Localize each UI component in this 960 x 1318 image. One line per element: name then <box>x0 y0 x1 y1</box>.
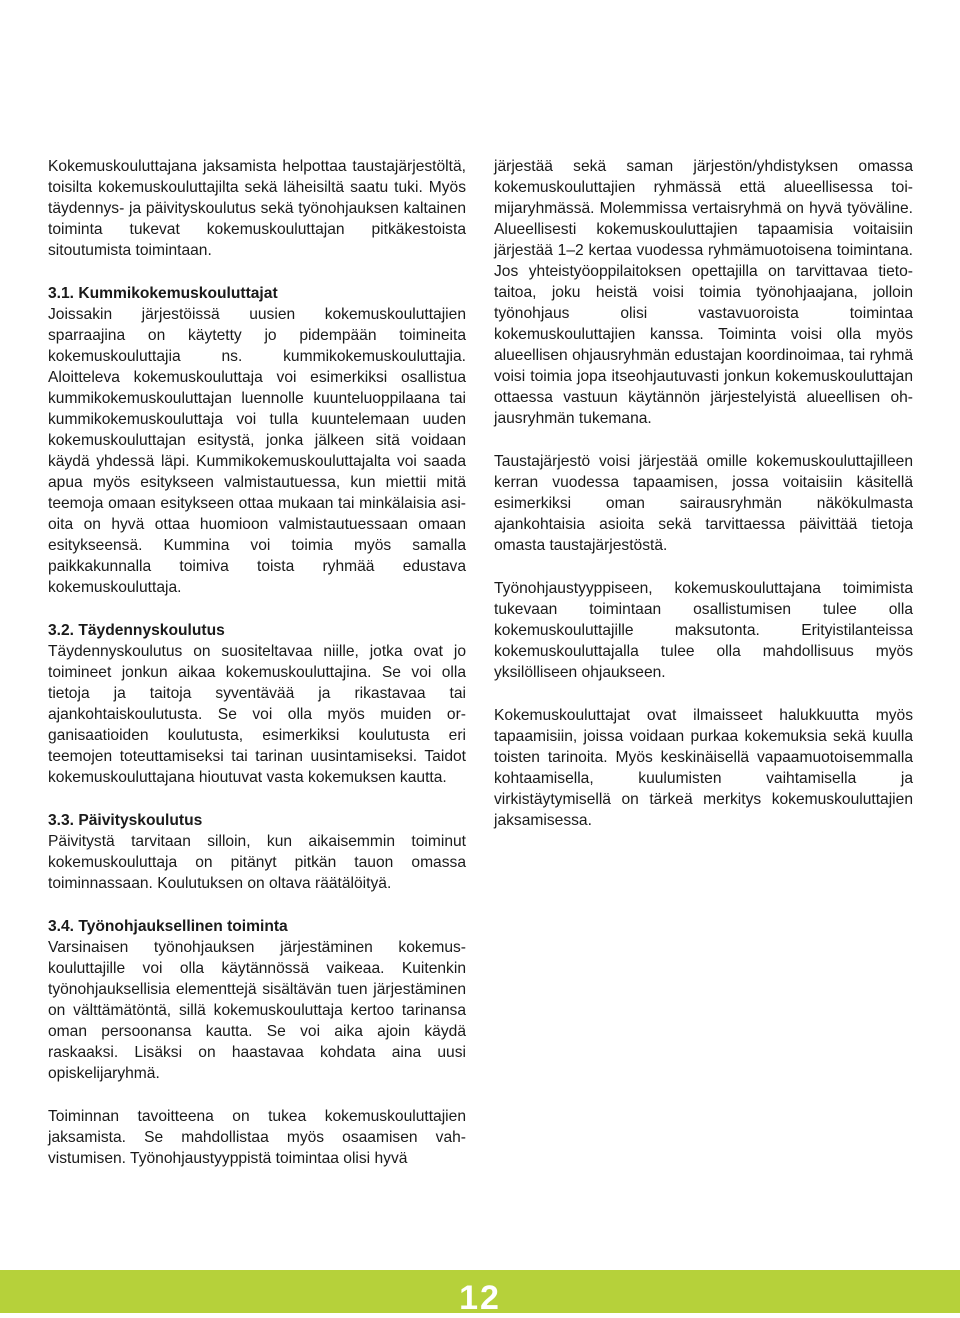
closing-paragraph: Toiminnan tavoitteena on tukea kokemuskouluttajien jaksamista. Se mahdollistaa myös osaamisen vahvistumisen. Työnohjaustyyppistä toimintaa olisi hyvä <box>48 1108 466 1167</box>
section-3-2-body: Täydennyskoulutus on suositeltavaa niille, jotka ovat jo toimineet jonkun aikaa kokemuskouluttajina. Se voi olla tietoja ja taitoja syventävää ja rikastavaa tai ajankohtaiskoulutusta. Se voi olla myös muiden organisaatioiden koulutusta, esimerkiksi koulutusta eri teemojen toteuttamiseksi tai tarinan uusintamiseksi. Taidot kokemuskouluttajana hioutuvat vasta kokemuksen kautta. <box>48 643 466 786</box>
section-3-4 <box>48 916 466 1084</box>
intro-paragraph: Kokemuskouluttajana jaksamista helpottaa taustajärjestöltä, toisilta kokemuskouluttajilta sekä läheisiltä saatu tuki. Myös täydennys- ja päivityskoulutus sekä työnohjauksen kaltainen toiminta tukevat kokemuskouluttajan pitkäkestoista sitoutumista toimintaan. <box>48 158 466 259</box>
section-3-1-heading: 3.1. Kummikokemuskouluttajat <box>48 285 278 302</box>
right-column <box>494 156 913 853</box>
section-3-2 <box>48 620 466 788</box>
section-3-1-body: Joissakin järjestöissä uusien kokemuskouluttajien sparraajina on käytetty jo pidempään toimineita kokemuskouluttajia ns. kummikokemuskouluttajia. Aloitteleva kokemuskouluttaja voi esimerkiksi osallistua kummikokemuskouluttajan luennolle kuunteluoppilaana tai kummikokemuskouluttaja voi tulla kuuntelemaan uuden kokemuskouluttajan esitystä, jonka jälkeen sitä voidaan käydä yhdessä läpi. Kummikokemuskouluttajalta voi saada apua myös esitykseen valmistautuessa, kun miettii mitä teemoja omaan esitykseen ottaa mukaan tai minkälaisia asioita on hyvä ottaa huomioon valmistautuessaan omaan esitykseensä. Kummina voi toimia myös samalla paikkakunnalla toimiva toista ryhmää edustava kokemuskouluttaja. <box>48 306 466 596</box>
section-3-1 <box>48 283 466 598</box>
section-3-3-body: Päivitystä tarvitaan silloin, kun aikaisemmin toiminut kokemuskouluttaja on pitänyt pitkän tauon omassa toiminnassaan. Koulutuksen on oltava räätälöityä. <box>48 833 466 892</box>
intro-block <box>48 156 466 261</box>
section-3-3-heading: 3.3. Päivityskoulutus <box>48 812 203 829</box>
left-column <box>48 156 466 1191</box>
footer-bar <box>0 1270 960 1317</box>
page-number: 12 <box>459 1279 501 1317</box>
section-3-4-heading: 3.4. Työnohjauksellinen toiminta <box>48 918 288 935</box>
right-paragraph-block <box>494 705 913 831</box>
right-paragraph-block <box>494 451 913 556</box>
right-paragraph: Taustajärjestö voisi järjestää omille kokemuskouluttajilleen kerran vuodessa tapaamisen, jossa voitaisiin käsitellä esimerkiksi oman sairausryhmän näkökulmasta ajankohtaisia asioita sekä tarvittaessa päivittää tietoja omasta taustajärjestöstä. <box>494 453 913 554</box>
right-paragraph: järjestää sekä saman järjestön/yhdistyksen omassa kokemuskouluttajien ryhmässä että alueellisessa toimijaryhmässä. Molemmissa vertaisryhmä on hyvä työväline. Alueellisesti kokemuskouluttajien tapaamisia voitaisiin järjestää 1–2 kertaa vuodessa ryhmämuotoisena toimintana. Jos yhteistyöoppilaitoksen opettajilla on tarvittavaa tieto-taitoa, joku heistä voisi toimia työnohjaajana, jolloin työnohjaus olisi vastavuoroista toimintaa kokemuskouluttajien kanssa. Toiminta voisi olla myös alueellisen ohjausryhmän edustajan koordinoimaa, tai ryhmä voisi toimia jopa itseohjautuvasti jonkun kokemuskouluttajan ottaessa vastuun käytännön järjestelyistä alueellisen ohjausryhmän tukemana. <box>494 158 913 427</box>
right-paragraph: Työnohjaustyyppiseen, kokemuskouluttajana toimimista tukevaan toimintaan osallistumisen tulee olla kokemuskouluttajille maksutonta. Erityistilanteissa kokemuskouluttajalla tulee olla mahdollisuus myös yksilölliseen ohjaukseen. <box>494 580 913 681</box>
right-paragraph-block <box>494 578 913 683</box>
section-3-4-body: Varsinaisen työnohjauksen järjestäminen kokemuskouluttajille voi olla käytännössä vaikeaa. Kuitenkin työnohjauksellisia elementtejä sisältävän tuen järjestäminen on välttämätöntä, sillä kokemuskouluttaja kertoo tarinansa oman persoonansa kautta. Se voi aika ajoin käydä raskaaksi. Lisäksi on haastavaa kohdata aina uusi opiskelijaryhmä. <box>48 939 466 1082</box>
section-3-2-heading: 3.2. Täydennyskoulutus <box>48 622 225 639</box>
section-3-3 <box>48 810 466 894</box>
right-paragraph-block <box>494 156 913 429</box>
closing-block <box>48 1106 466 1169</box>
right-paragraph: Kokemuskouluttajat ovat ilmaisseet halukkuutta myös tapaamisiin, joissa voidaan purkaa kokemuksia sekä kuulla toisten tarinoita. Myös keskinäisellä vapaamuotoisemmalla kohtaamisella, kuulumisten vaihtamisella ja virkistäytymisellä on tärkeä merkitys kokemuskouluttajien jaksamisessa. <box>494 707 913 829</box>
